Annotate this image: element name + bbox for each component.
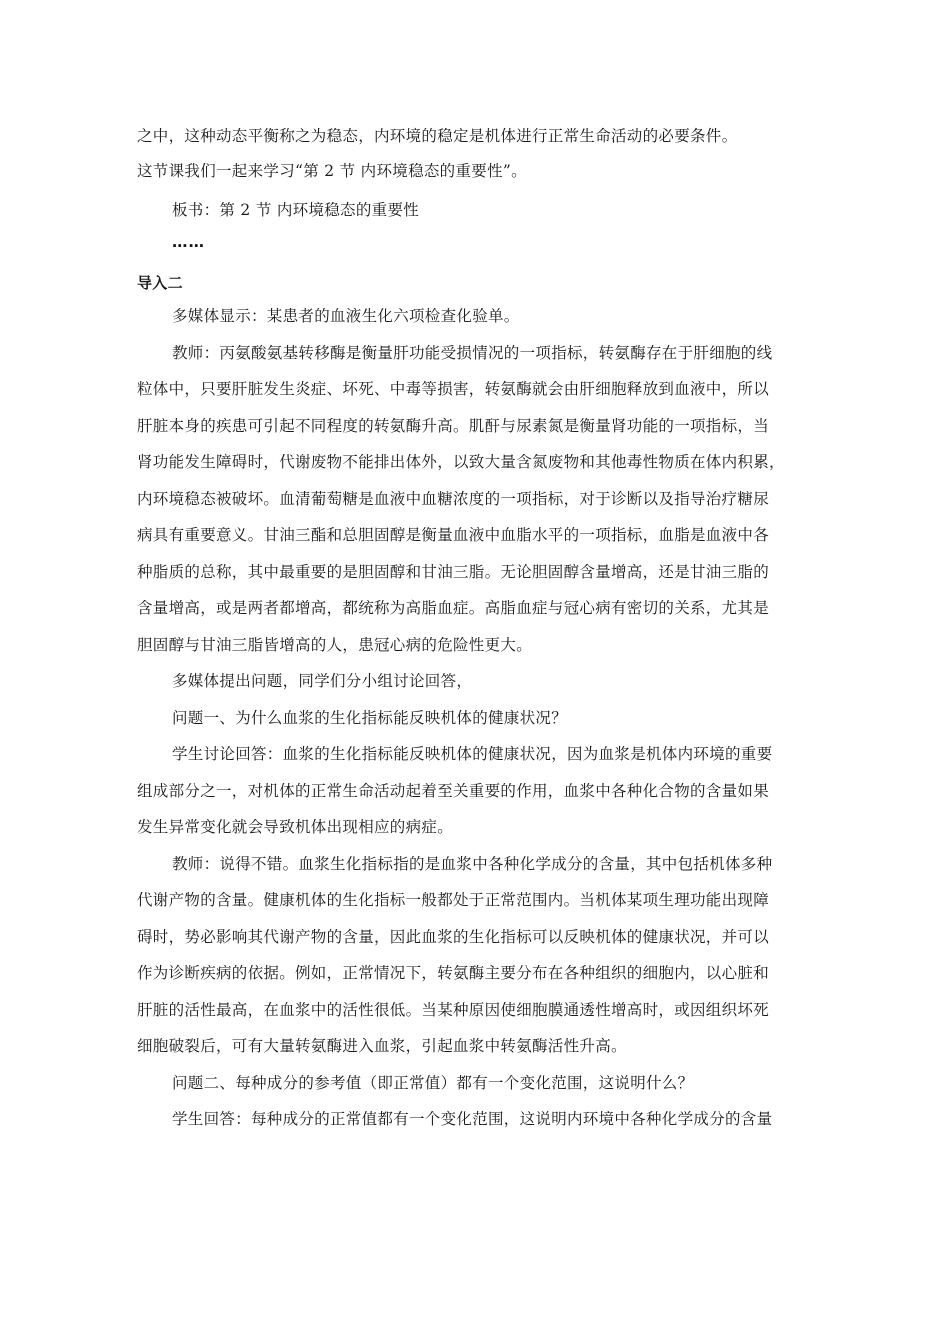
paragraph-line: 学生讨论回答：血浆的生化指标能反映机体的健康状况，因为血浆是机体内环境的重要	[172, 745, 773, 763]
paragraph-line: 多媒体提出问题，同学们分小组讨论回答，	[172, 672, 473, 690]
paragraph-line: 内环境稳态被破坏。血清葡萄糖是血液中血糖浓度的一项指标，对于诊断以及指导治疗糖尿	[137, 490, 770, 508]
paragraph-line: 代谢产物的含量。健康机体的生化指标一般都处于正常范围内。当机体某项生理功能出现障	[137, 891, 770, 909]
paragraph-line: 含量增高，或是两者都增高，都统称为高脂血症。高脂血症与冠心病有密切的关系，尤其是	[137, 599, 770, 617]
paragraph-line: 教师：丙氨酸氨基转移酶是衡量肝功能受损情况的一项指标，转氨酶存在于肝细胞的线	[172, 344, 773, 362]
paragraph-line: 发生异常变化就会导致机体出现相应的病症。	[137, 818, 454, 836]
question-line: 问题一、为什么血浆的生化指标能反映机体的健康状况？	[172, 709, 568, 727]
paragraph-line: 碍时，势必影响其代谢产物的含量，因此血浆的生化指标可以反映机体的健康状况，并可以	[137, 928, 770, 946]
paragraph-line: 作为诊断疾病的依据。例如，正常情况下，转氨酶主要分布在各种组织的细胞内，以心脏和	[137, 964, 770, 982]
paragraph-line: 肾功能发生障碍时，代谢废物不能排出体外，以致大量含氮废物和其他毒性物质在体内积累，	[137, 453, 785, 471]
paragraph-line: 粒体中，只要肝脏发生炎症、坏死、中毒等损害，转氨酶就会由肝细胞释放到血液中，所以	[137, 380, 770, 398]
paragraph-line: 胆固醇与甘油三脂皆增高的人，患冠心病的危险性更大。	[137, 636, 533, 654]
paragraph-line: 这节课我们一起来学习“第 2 节 内环境稳态的重要性”。	[137, 162, 527, 180]
paragraph-line: 细胞破裂后，可有大量转氨酶进入血浆，引起血浆中转氨酶活性升高。	[137, 1037, 627, 1055]
paragraph-line: 之中，这种动态平衡称之为稳态，内环境的稳定是机体进行正常生命活动的必要条件。	[137, 127, 738, 145]
paragraph-line: 病具有重要意义。甘油三酯和总胆固醇是衡量血液中血脂水平的一项指标，血脂是血液中各	[137, 526, 770, 544]
paragraph-line: 教师：说得不错。血浆生化指标指的是血浆中各种化学成分的含量，其中包括机体多种	[172, 855, 773, 873]
section-heading: 导入二	[137, 274, 183, 292]
paragraph-line: 肝脏本身的疾患可引起不同程度的转氨酶升高。肌酐与尿素氮是衡量肾功能的一项指标，当	[137, 417, 770, 435]
question-line: 问题二、每种成分的参考值（即正常值）都有一个变化范围，这说明什么？	[172, 1074, 694, 1092]
paragraph-line: 组成部分之一，对机体的正常生命活动起着至关重要的作用，血浆中各种化合物的含量如果	[137, 782, 770, 800]
blackboard-heading: 板书：第 2 节 内环境稳态的重要性	[172, 201, 420, 219]
paragraph-line: 种脂质的总称，其中最重要的是胆固醇和甘油三脂。无论胆固醇含量增高，还是甘油三脂的	[137, 563, 770, 581]
paragraph-line: 学生回答：每种成分的正常值都有一个变化范围，这说明内环境中各种化学成分的含量	[172, 1110, 773, 1128]
paragraph-line: 多媒体显示：某患者的血液生化六项检查化验单。	[172, 307, 520, 325]
paragraph-line: 肝脏的活性最高，在血浆中的活性很低。当某种原因使细胞膜通透性增高时，或因组织坏死	[137, 1001, 770, 1019]
ellipsis: ……	[172, 233, 205, 251]
